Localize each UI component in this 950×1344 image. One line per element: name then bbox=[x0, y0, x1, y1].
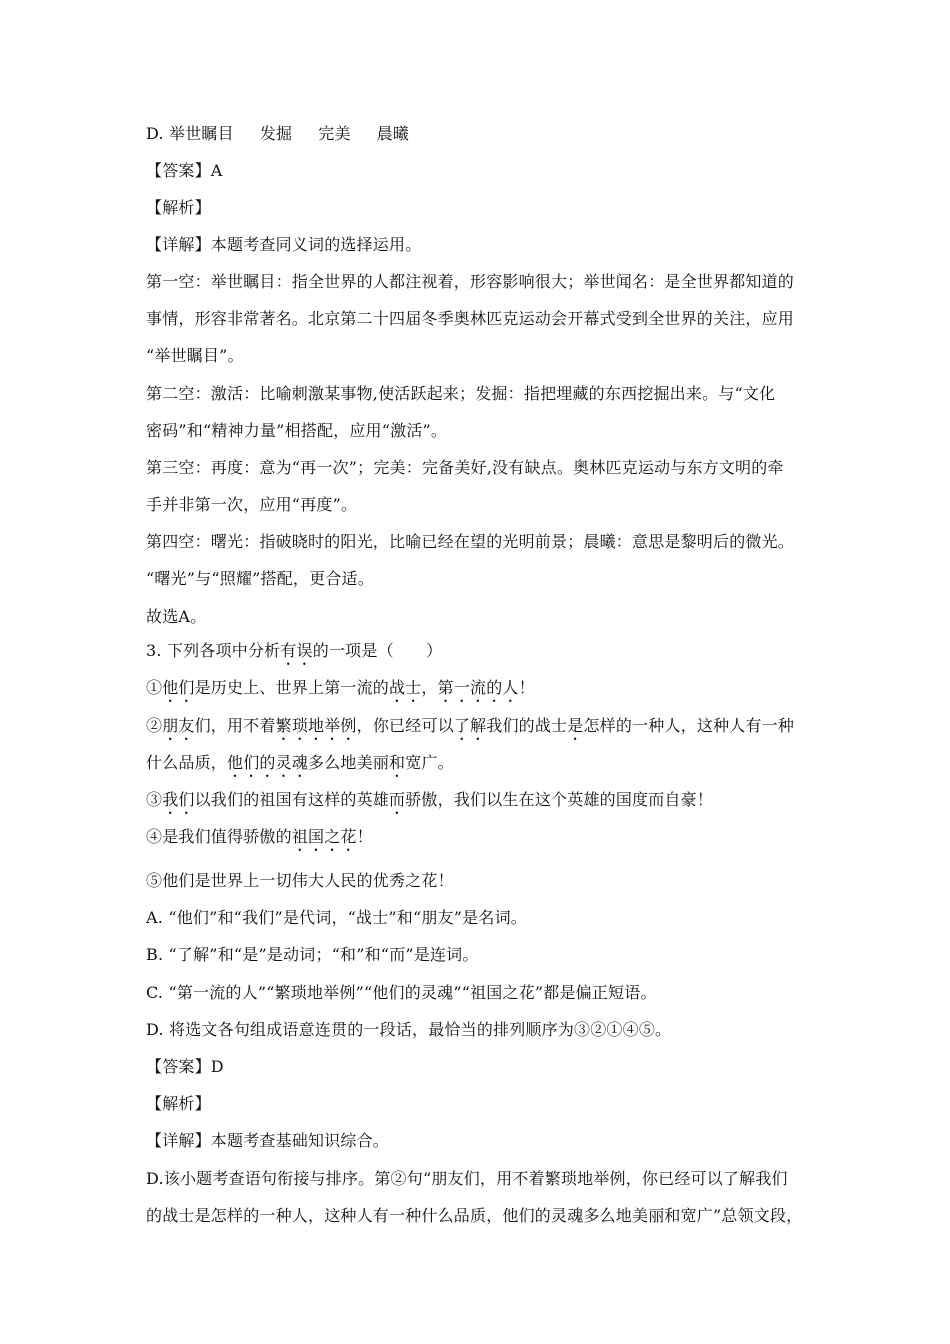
analysis-heading-2: 【解析】 bbox=[146, 1094, 211, 1113]
sentence-3 bbox=[146, 789, 816, 818]
blank3-text-line1: 第三空：再度：意为“再一次”；完美：完备美好,没有缺点。奥林匹克运动与东方文明的牵 bbox=[146, 458, 784, 477]
s2-part5: 什么品质， bbox=[146, 753, 228, 772]
blank3-text-line2: 手并非第一次，应用“再度”。 bbox=[146, 495, 358, 514]
blank2-text-line1: 第二空：激活：比喻刺激某事物,使活跃起来；发掘：指把埋藏的东西挖掘出来。与“文化 bbox=[146, 384, 776, 403]
detail-intro: 【详解】本题考查同义词的选择运用。 bbox=[146, 235, 422, 254]
option-d-line bbox=[146, 123, 816, 145]
s2-part2: ，你已经可以 bbox=[356, 716, 454, 735]
s3-num: ③ bbox=[146, 790, 163, 809]
s2-pengyou: 朋友 bbox=[162, 716, 195, 735]
blank2-text-line2: 密码”和“精神力量”相搭配，应用“激活”。 bbox=[146, 421, 448, 440]
s1-part: 是历史上、世界上第一流的 bbox=[194, 678, 390, 697]
s2-part3: 我们的战士 bbox=[486, 716, 568, 735]
sentence-2-line2 bbox=[146, 752, 816, 781]
blank1-text-line2: 事情，形容非常著名。北京第二十四届冬季奥林匹克运动会开幕式受到全世界的关注，应用 bbox=[146, 309, 795, 328]
s2-he: 和 bbox=[389, 753, 406, 772]
blank4-text-line2: “曙光”与“照耀”搭配，更合适。 bbox=[146, 569, 374, 588]
s4-zuguo: 祖国之花 bbox=[291, 827, 357, 846]
s1-tamen: 他们 bbox=[162, 678, 195, 697]
s2-linghun: 他们的灵魂 bbox=[227, 753, 309, 772]
s3-part2: 骄傲，我们以生在这个英雄的国度而自豪！ bbox=[405, 790, 714, 809]
option-a: A. “他们”和“我们”是代词，“战士”和“朋友”是名词。 bbox=[146, 908, 527, 927]
option-d-word-2: 发掘 bbox=[259, 124, 293, 143]
s2-part6: 多么地美丽 bbox=[308, 753, 390, 772]
sentence-4 bbox=[146, 826, 816, 855]
s2-part7: 宽广。 bbox=[405, 753, 454, 772]
sentence-5: ⑤他们是世界上一切伟大人民的优秀之花！ bbox=[146, 871, 454, 890]
blank1-text-line1: 第一空：举世瞩目：指全世界的人都注视着，形容影响很大；举世闻名：是全世界都知道的 bbox=[146, 272, 795, 291]
answer-label-2: 【答案】D bbox=[146, 1057, 224, 1076]
s1-diyiliu: 第一流的人 bbox=[437, 678, 519, 697]
s2-liaojie: 了解 bbox=[453, 716, 487, 735]
s1-zhanshi: 战士 bbox=[389, 678, 422, 697]
q3-stem-emphasis: 有误 bbox=[280, 641, 313, 660]
s1-comma: ， bbox=[421, 678, 438, 697]
sentence-1 bbox=[146, 677, 816, 706]
s2-fansuo: 繁琐地举例 bbox=[275, 716, 357, 735]
s3-part1: 以我们的祖国有这样的英雄 bbox=[194, 790, 390, 809]
s4-end: ！ bbox=[356, 827, 373, 846]
s2-shi: 是 bbox=[567, 716, 584, 735]
s2-part1: 们，用不着 bbox=[194, 716, 276, 735]
q3-stem-part2: 的一项是（ ） bbox=[312, 641, 443, 660]
option-c: C. “第一流的人”“繁琐地举例”“他们的灵魂”“祖国之花”都是偏正短语。 bbox=[146, 983, 657, 1002]
s2-num: ② bbox=[146, 716, 163, 735]
analysis-heading: 【解析】 bbox=[146, 198, 211, 217]
s1-num: ① bbox=[146, 678, 163, 697]
option-d-word-4: 晨曦 bbox=[376, 124, 410, 143]
s3-women: 我们 bbox=[162, 790, 195, 809]
q3-stem-part1: 3. 下列各项中分析 bbox=[146, 641, 281, 660]
answer-label: 【答案】A bbox=[146, 161, 223, 180]
option-d-word-3: 完美 bbox=[318, 124, 351, 143]
blank1-text-line3: “举世瞩目”。 bbox=[146, 346, 244, 365]
question-3-stem bbox=[146, 640, 816, 669]
s1-end: ！ bbox=[518, 678, 535, 697]
s3-er: 而 bbox=[389, 790, 406, 809]
sentence-2-line1 bbox=[146, 715, 816, 744]
option-b: B. “了解”和“是”是动词；“和”和“而”是连词。 bbox=[146, 945, 479, 964]
detail-intro-2: 【详解】本题考查基础知识综合。 bbox=[146, 1131, 390, 1150]
s2-part4: 怎样的一种人，这种人有一种 bbox=[583, 716, 795, 735]
blank4-text-line1: 第四空：曙光：指破晓时的阳光，比喻已经在望的光明前景；晨曦：意思是黎明后的微光。 bbox=[146, 532, 795, 551]
s4-part1: ④是我们值得骄傲的 bbox=[146, 827, 292, 846]
conclusion-a: 故选A。 bbox=[146, 607, 207, 626]
detail-d-line2: 的战士是怎样的一种人，这种人有一种什么品质，他们的灵魂多么地美丽和宽广”总领文段， bbox=[146, 1206, 803, 1225]
option-d: D. 将选文各句组成语意连贯的一段话，最恰当的排列顺序为③②①④⑤。 bbox=[146, 1020, 672, 1039]
detail-d-line1: D.该小题考查语句衔接与排序。第②句“朋友们，用不着繁琐地举例，你已经可以了解我们 bbox=[146, 1169, 788, 1188]
option-d-word-1: D. 举世瞩目 bbox=[146, 124, 234, 143]
